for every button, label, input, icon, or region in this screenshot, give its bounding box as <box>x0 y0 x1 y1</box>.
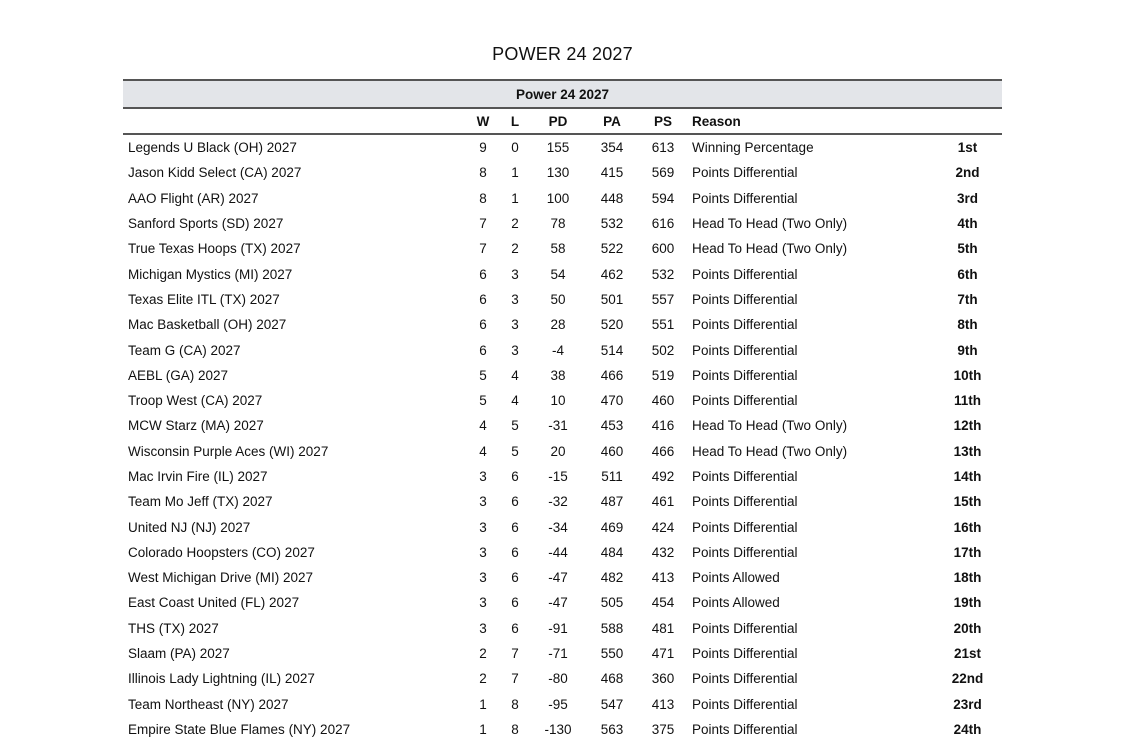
table-row <box>123 692 1002 717</box>
point-differential-cell: 50 <box>550 291 566 307</box>
point-differential-cell: 28 <box>550 317 566 333</box>
point-differential-cell: -32 <box>548 494 568 510</box>
table-row <box>123 489 1002 514</box>
wins-cell: 6 <box>479 342 487 358</box>
point-differential-cell: -47 <box>548 570 568 586</box>
reason-cell: Points Differential <box>692 494 798 510</box>
reason-cell: Head To Head (Two Only) <box>692 443 848 459</box>
points-allowed-cell: 520 <box>600 317 624 333</box>
points-scored-cell: 466 <box>651 443 675 459</box>
reason-cell: Points Differential <box>692 646 798 662</box>
points-allowed-cell: 462 <box>600 266 624 282</box>
place-cell: 5th <box>957 241 978 257</box>
points-allowed-cell: 522 <box>600 241 624 257</box>
points-scored-cell: 360 <box>651 671 675 687</box>
header-place <box>933 108 1002 134</box>
points-scored-cell: 416 <box>651 418 675 434</box>
table-row <box>123 337 1002 362</box>
place-cell: 2nd <box>955 165 980 181</box>
point-differential-cell: 155 <box>546 140 570 156</box>
losses-cell: 1 <box>511 190 519 206</box>
table-row <box>123 413 1002 438</box>
losses-cell: 3 <box>511 266 519 282</box>
reason-cell: Head To Head (Two Only) <box>692 418 848 434</box>
page-title: POWER 24 2027 <box>492 44 633 65</box>
losses-cell: 8 <box>511 721 519 737</box>
losses-cell: 6 <box>511 620 519 636</box>
wins-cell: 3 <box>479 469 487 484</box>
reason-cell: Points Differential <box>692 671 798 687</box>
wins-cell: 2 <box>479 646 487 662</box>
point-differential-cell: -130 <box>544 721 572 737</box>
losses-cell: 3 <box>511 317 519 333</box>
reason-cell: Head To Head (Two Only) <box>692 241 848 257</box>
place-cell: 17th <box>953 544 982 560</box>
points-allowed-cell: 484 <box>600 544 624 560</box>
place-cell: 18th <box>953 570 982 586</box>
place-cell: 11th <box>954 393 982 409</box>
point-differential-cell: -4 <box>551 342 564 358</box>
wins-cell: 5 <box>479 367 487 383</box>
place-cell: 6th <box>957 266 978 282</box>
point-differential-cell: 100 <box>546 190 570 206</box>
header-losses: L <box>499 108 531 134</box>
point-differential-cell: -80 <box>548 671 568 687</box>
table-row <box>123 186 1002 211</box>
losses-cell: 3 <box>511 342 519 358</box>
team-cell: Team Mo Jeff (TX) 2027 <box>128 494 273 510</box>
table-row <box>123 565 1002 590</box>
losses-cell: 6 <box>511 570 519 586</box>
place-cell: 16th <box>953 519 982 535</box>
team-cell: True Texas Hoops (TX) 2027 <box>128 241 301 257</box>
reason-cell: Points Differential <box>692 721 798 737</box>
team-cell: Colorado Hoopsters (CO) 2027 <box>128 544 315 560</box>
reason-cell: Points Allowed <box>692 570 780 586</box>
team-cell: AAO Flight (AR) 2027 <box>128 190 259 206</box>
wins-cell: 3 <box>479 519 487 535</box>
losses-cell: 6 <box>511 469 519 484</box>
table-row <box>123 363 1002 388</box>
points-scored-cell: 454 <box>651 595 675 611</box>
points-scored-cell: 600 <box>651 241 675 257</box>
team-cell: Illinois Lady Lightning (IL) 2027 <box>128 671 315 687</box>
points-scored-cell: 569 <box>651 165 675 181</box>
losses-cell: 4 <box>511 367 519 383</box>
reason-cell: Points Differential <box>692 393 798 409</box>
losses-cell: 2 <box>511 241 519 257</box>
table-row <box>123 540 1002 565</box>
place-cell: 4th <box>957 216 978 232</box>
table-row <box>123 236 1002 261</box>
points-allowed-cell: 453 <box>600 418 624 434</box>
team-cell: United NJ (NJ) 2027 <box>128 519 251 535</box>
reason-cell: Points Differential <box>692 696 798 712</box>
wins-cell: 4 <box>479 418 487 434</box>
points-scored-cell: 594 <box>651 190 675 206</box>
header-points-allowed: PA <box>585 108 639 134</box>
losses-cell: 7 <box>511 646 519 662</box>
table-row <box>123 439 1002 464</box>
points-allowed-cell: 448 <box>600 190 624 206</box>
reason-cell: Points Differential <box>692 266 798 282</box>
wins-cell: 1 <box>479 721 487 737</box>
table-caption: Power 24 2027 <box>123 80 1002 108</box>
table-body <box>123 134 1002 742</box>
losses-cell: 6 <box>511 544 519 560</box>
table-caption-row <box>123 80 1002 108</box>
team-cell: Sanford Sports (SD) 2027 <box>128 216 284 232</box>
points-allowed-cell: 514 <box>600 342 624 358</box>
team-cell: Jason Kidd Select (CA) 2027 <box>128 165 302 181</box>
reason-cell: Points Differential <box>692 367 798 383</box>
place-cell: 9th <box>957 342 978 358</box>
table-row <box>123 616 1002 641</box>
point-differential-cell: -71 <box>548 646 568 662</box>
reason-cell: Points Differential <box>692 291 798 307</box>
points-scored-cell: 551 <box>651 317 675 333</box>
team-cell: Mac Basketball (OH) 2027 <box>128 317 287 333</box>
team-cell: Troop West (CA) 2027 <box>128 393 263 409</box>
wins-cell: 3 <box>479 620 487 636</box>
place-cell: 13th <box>953 443 982 459</box>
table-row <box>123 641 1002 666</box>
losses-cell: 4 <box>511 393 519 409</box>
team-cell: Team Northeast (NY) 2027 <box>128 696 289 712</box>
team-cell: Empire State Blue Flames (NY) 2027 <box>128 721 351 737</box>
wins-cell: 8 <box>479 165 487 181</box>
place-cell: 14th <box>953 469 982 484</box>
points-scored-cell: 413 <box>651 696 675 712</box>
standings-table <box>123 79 1002 742</box>
losses-cell: 2 <box>511 216 519 232</box>
losses-cell: 6 <box>511 494 519 510</box>
wins-cell: 7 <box>479 216 487 232</box>
point-differential-cell: -47 <box>548 595 568 611</box>
place-cell: 24th <box>953 721 982 737</box>
team-cell: Slaam (PA) 2027 <box>128 646 230 662</box>
team-cell: Wisconsin Purple Aces (WI) 2027 <box>128 443 329 459</box>
team-cell: MCW Starz (MA) 2027 <box>128 418 264 434</box>
point-differential-cell: 78 <box>550 216 566 232</box>
team-cell: Team G (CA) 2027 <box>128 342 241 358</box>
points-scored-cell: 461 <box>651 494 675 510</box>
points-scored-cell: 613 <box>651 140 675 156</box>
points-scored-cell: 557 <box>651 291 675 307</box>
wins-cell: 3 <box>479 544 487 560</box>
team-cell: Michigan Mystics (MI) 2027 <box>128 266 293 282</box>
table-row <box>123 134 1002 160</box>
team-cell: THS (TX) 2027 <box>128 620 219 636</box>
point-differential-cell: 10 <box>550 393 566 409</box>
reason-cell: Points Differential <box>692 317 798 333</box>
point-differential-cell: -15 <box>548 469 568 484</box>
wins-cell: 1 <box>479 696 487 712</box>
place-cell: 19th <box>953 595 982 611</box>
place-cell: 10th <box>953 367 982 383</box>
wins-cell: 3 <box>479 570 487 586</box>
point-differential-cell: -34 <box>548 519 568 535</box>
reason-cell: Points Differential <box>692 190 798 206</box>
points-allowed-cell: 460 <box>600 443 624 459</box>
losses-cell: 1 <box>511 165 519 181</box>
reason-cell: Points Differential <box>692 469 798 484</box>
reason-cell: Points Differential <box>692 165 798 181</box>
points-scored-cell: 424 <box>651 519 675 535</box>
points-allowed-cell: 354 <box>600 140 624 156</box>
wins-cell: 3 <box>479 595 487 611</box>
table-header-row <box>123 108 1002 134</box>
points-scored-cell: 413 <box>651 570 675 586</box>
points-allowed-cell: 588 <box>600 620 624 636</box>
points-allowed-cell: 563 <box>600 721 624 737</box>
points-scored-cell: 460 <box>651 393 675 409</box>
team-cell: West Michigan Drive (MI) 2027 <box>128 570 314 586</box>
reason-cell: Winning Percentage <box>692 140 814 156</box>
point-differential-cell: 130 <box>546 165 570 181</box>
point-differential-cell: 58 <box>550 241 566 257</box>
place-cell: 8th <box>957 317 978 333</box>
points-scored-cell: 519 <box>651 367 675 383</box>
wins-cell: 7 <box>479 241 487 257</box>
losses-cell: 5 <box>511 418 519 434</box>
losses-cell: 8 <box>511 696 519 712</box>
points-scored-cell: 502 <box>651 342 675 358</box>
points-allowed-cell: 415 <box>600 165 624 181</box>
points-allowed-cell: 547 <box>600 696 624 712</box>
place-cell: 3rd <box>957 190 979 206</box>
place-cell: 23rd <box>953 696 982 712</box>
header-point-differential: PD <box>531 108 585 134</box>
header-points-scored: PS <box>639 108 687 134</box>
header-team <box>123 108 467 134</box>
points-allowed-cell: 469 <box>600 519 624 535</box>
reason-cell: Points Differential <box>692 342 798 358</box>
place-cell: 1st <box>957 140 978 156</box>
wins-cell: 8 <box>479 190 487 206</box>
team-cell: Mac Irvin Fire (IL) 2027 <box>128 469 268 484</box>
losses-cell: 5 <box>511 443 519 459</box>
points-scored-cell: 375 <box>651 721 675 737</box>
reason-cell: Points Differential <box>692 544 798 560</box>
table-row <box>123 590 1002 615</box>
points-scored-cell: 432 <box>651 544 675 560</box>
table-row <box>123 666 1002 691</box>
losses-cell: 7 <box>511 671 519 687</box>
point-differential-cell: -91 <box>548 620 568 636</box>
point-differential-cell: 38 <box>550 367 566 383</box>
points-scored-cell: 471 <box>651 646 675 662</box>
points-allowed-cell: 505 <box>600 595 624 611</box>
losses-cell: 3 <box>511 291 519 307</box>
points-allowed-cell: 487 <box>600 494 624 510</box>
place-cell: 7th <box>957 291 978 307</box>
point-differential-cell: 54 <box>550 266 566 282</box>
team-cell: Legends U Black (OH) 2027 <box>128 140 297 156</box>
place-cell: 20th <box>953 620 982 636</box>
wins-cell: 6 <box>479 291 487 307</box>
team-cell: Texas Elite ITL (TX) 2027 <box>128 291 280 307</box>
reason-cell: Points Differential <box>692 519 798 535</box>
point-differential-cell: -95 <box>548 696 568 712</box>
points-allowed-cell: 482 <box>600 570 624 586</box>
team-cell: AEBL (GA) 2027 <box>128 367 229 383</box>
place-cell: 22nd <box>951 671 984 687</box>
wins-cell: 3 <box>479 494 487 510</box>
points-allowed-cell: 466 <box>600 367 624 383</box>
place-cell: 12th <box>953 418 982 434</box>
reason-cell: Head To Head (Two Only) <box>692 216 848 232</box>
points-allowed-cell: 532 <box>600 216 624 232</box>
table-row <box>123 287 1002 312</box>
wins-cell: 2 <box>479 671 487 687</box>
table-row <box>123 514 1002 539</box>
table-row <box>123 312 1002 337</box>
place-cell: 21st <box>954 646 982 662</box>
table-row <box>123 464 1002 489</box>
losses-cell: 6 <box>511 595 519 611</box>
place-cell: 15th <box>953 494 982 510</box>
points-scored-cell: 616 <box>651 216 675 232</box>
header-wins: W <box>467 108 499 134</box>
table-row <box>123 388 1002 413</box>
table-row <box>123 261 1002 286</box>
points-allowed-cell: 468 <box>600 671 624 687</box>
wins-cell: 4 <box>479 443 487 459</box>
header-reason: Reason <box>687 108 933 134</box>
table-row <box>123 717 1002 742</box>
reason-cell: Points Allowed <box>692 595 780 611</box>
point-differential-cell: 20 <box>550 443 566 459</box>
point-differential-cell: -31 <box>548 418 568 434</box>
points-allowed-cell: 511 <box>601 469 623 484</box>
losses-cell: 6 <box>511 519 519 535</box>
points-allowed-cell: 470 <box>600 393 624 409</box>
losses-cell: 0 <box>511 140 519 156</box>
table-row <box>123 211 1002 236</box>
table-row <box>123 160 1002 185</box>
points-allowed-cell: 550 <box>600 646 624 662</box>
wins-cell: 5 <box>479 393 487 409</box>
wins-cell: 6 <box>479 266 487 282</box>
points-allowed-cell: 501 <box>600 291 624 307</box>
team-cell: East Coast United (FL) 2027 <box>128 595 300 611</box>
reason-cell: Points Differential <box>692 620 798 636</box>
points-scored-cell: 492 <box>651 469 675 484</box>
wins-cell: 9 <box>479 140 487 156</box>
wins-cell: 6 <box>479 317 487 333</box>
points-scored-cell: 481 <box>651 620 675 636</box>
points-scored-cell: 532 <box>651 266 675 282</box>
point-differential-cell: -44 <box>548 544 568 560</box>
